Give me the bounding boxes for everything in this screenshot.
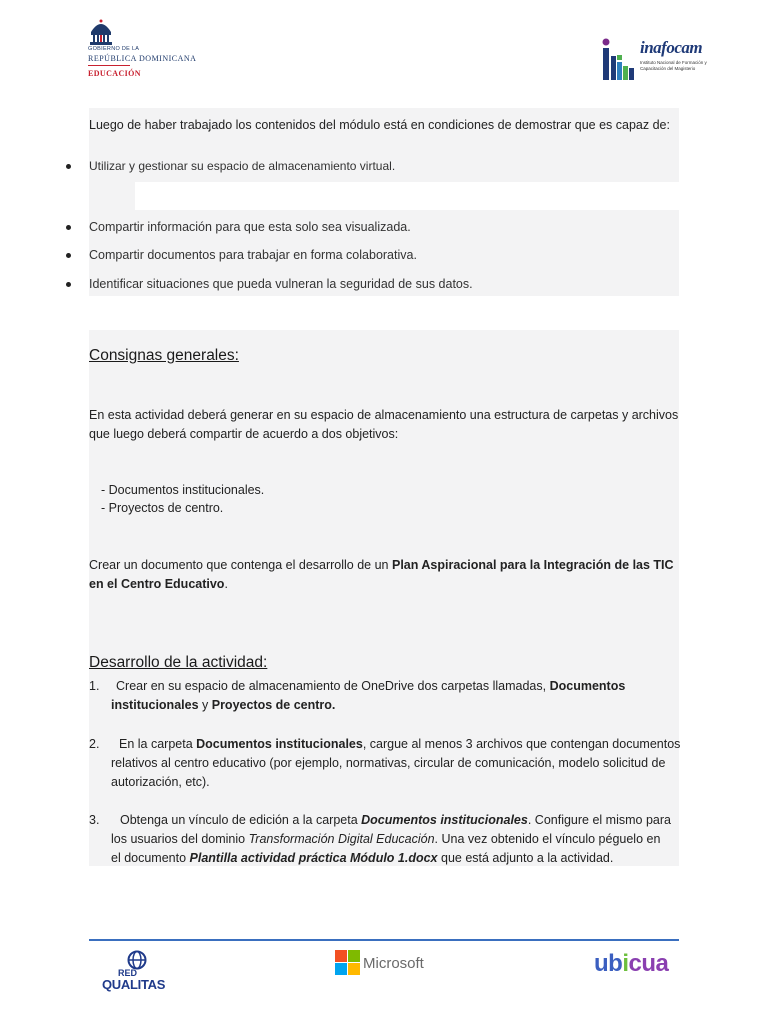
gov-line1: GOBIERNO DE LA: [88, 46, 140, 52]
step-3-italic: Transformación Digital Educación: [248, 832, 435, 846]
step-2-line3: autorización, etc).: [111, 775, 210, 789]
step-1-and: y: [198, 698, 212, 712]
objective-folder-2: - Proyectos de centro.: [101, 501, 224, 515]
consignas-title: Consignas generales:: [89, 347, 239, 364]
ubicua-letter: i: [622, 950, 629, 977]
objective-2: Compartir información para que esta solo sea visualizada.: [89, 220, 411, 234]
ubicua-label: [594, 950, 668, 977]
objective-3: Compartir documentos para trabajar en forma colaborativa.: [89, 248, 417, 262]
consignas-para1-line1: En esta actividad deberá generar en su espacio de almacenamiento una estructura de carpetas y archivos: [89, 408, 679, 422]
globe-icon: [126, 950, 148, 970]
step-3-l2-text: los usuarios del dominio: [111, 832, 249, 846]
ubicua-letter: a: [655, 950, 669, 977]
bullet-dot: [66, 282, 71, 287]
step-3-line2: [111, 830, 660, 848]
step-1-line2: [111, 696, 335, 714]
ubicua-letter: c: [628, 950, 642, 977]
bullet-dot: [66, 164, 71, 169]
objective-folder-1: - Documentos institucionales.: [101, 483, 265, 497]
gov-divider: [88, 65, 130, 66]
step-3-filename: Plantilla actividad práctica Módulo 1.docx: [189, 851, 438, 865]
desarrollo-title: Desarrollo de la actividad:: [89, 654, 268, 671]
footer-divider: [89, 939, 679, 941]
ubicua-letter: u: [641, 950, 656, 977]
step-2-number: 2.: [89, 737, 100, 751]
consignas-para1-line2: que luego deberá compartir de acuerdo a dos objetivos:: [89, 427, 399, 441]
inafocam-subtitle: Instituto Nacional de Formación y Capacitación del Magisterio: [640, 60, 707, 71]
gov-line3: EDUCACIÓN: [88, 69, 141, 78]
step-3-l3-text: el documento: [111, 851, 190, 865]
microsoft-icon: [335, 950, 361, 976]
step-1-bold: Documentos: [549, 679, 626, 693]
step-3-l3-cont: que está adjunto a la actividad.: [437, 851, 614, 865]
intro-block-left-strip: [89, 182, 135, 210]
step-1-line1: [116, 677, 625, 695]
step-3-line3: [111, 849, 613, 867]
step-3-bold-italic: Documentos institucionales: [361, 813, 528, 827]
ubicua-letter: b: [608, 950, 623, 977]
inafocam-logo: [598, 34, 718, 84]
step-3-text-cont: . Configure el mismo para: [527, 813, 671, 827]
red-qualitas-logo: [100, 948, 180, 994]
step-1-bold-3: Proyectos de centro.: [211, 698, 336, 712]
consignas-para2-line1: [89, 556, 674, 574]
inafocam-name: inafocam: [640, 38, 703, 57]
step-3-line1: [120, 811, 671, 829]
intro-text: Luego de haber trabajado los contenidos del módulo está en condiciones de demostrar que es capaz de:: [89, 118, 670, 132]
ubicua-logo: [594, 950, 668, 978]
bullet-dot: [66, 225, 71, 230]
para2-text: Crear un documento que contenga el desarrollo de un: [89, 558, 392, 572]
microsoft-label: Microsoft: [363, 955, 424, 972]
red-label: RED: [118, 968, 138, 978]
step-2-text: En la carpeta: [119, 737, 197, 751]
step-1-text: Crear en su espacio de almacenamiento de OneDrive dos carpetas llamadas,: [116, 679, 550, 693]
para2-bold-title-cont: en el Centro Educativo: [89, 577, 225, 591]
step-3-number: 3.: [89, 813, 100, 827]
ubicua-letter: u: [594, 950, 609, 977]
objective-1: Utilizar y gestionar su espacio de almacenamiento virtual.: [89, 159, 396, 173]
step-2-line2: relativos al centro educativo (por ejemplo, normativas, circular de comunicación, modelo solicitud de: [111, 756, 666, 770]
coat-of-arms-icon: [88, 18, 114, 46]
bullet-dot: [66, 253, 71, 258]
step-2-text-cont: , cargue al menos 3 archivos que contengan documentos: [362, 737, 681, 751]
step-1-number: 1.: [89, 679, 100, 693]
step-1-bold-2: institucionales: [111, 698, 199, 712]
step-3-text: Obtenga un vínculo de edición a la carpeta: [120, 813, 362, 827]
gov-line2: REPÚBLICA DOMINICANA: [88, 54, 197, 63]
qualitas-label: QUALITAS: [102, 977, 166, 992]
inafocam-bars-icon: [601, 38, 639, 82]
step-2-line1: [119, 735, 680, 753]
step-2-bold: Documentos institucionales: [196, 737, 363, 751]
gov-education-logo: [84, 16, 202, 82]
consignas-para2-line2: [89, 575, 228, 593]
objective-4: Identificar situaciones que pueda vulneran la seguridad de sus datos.: [89, 277, 473, 291]
para2-bold-title: Plan Aspiracional para la Integración de las TIC: [391, 558, 674, 572]
step-3-l2-cont: . Una vez obtenido el vínculo péguelo en: [434, 832, 661, 846]
para2-period: .: [224, 577, 228, 591]
